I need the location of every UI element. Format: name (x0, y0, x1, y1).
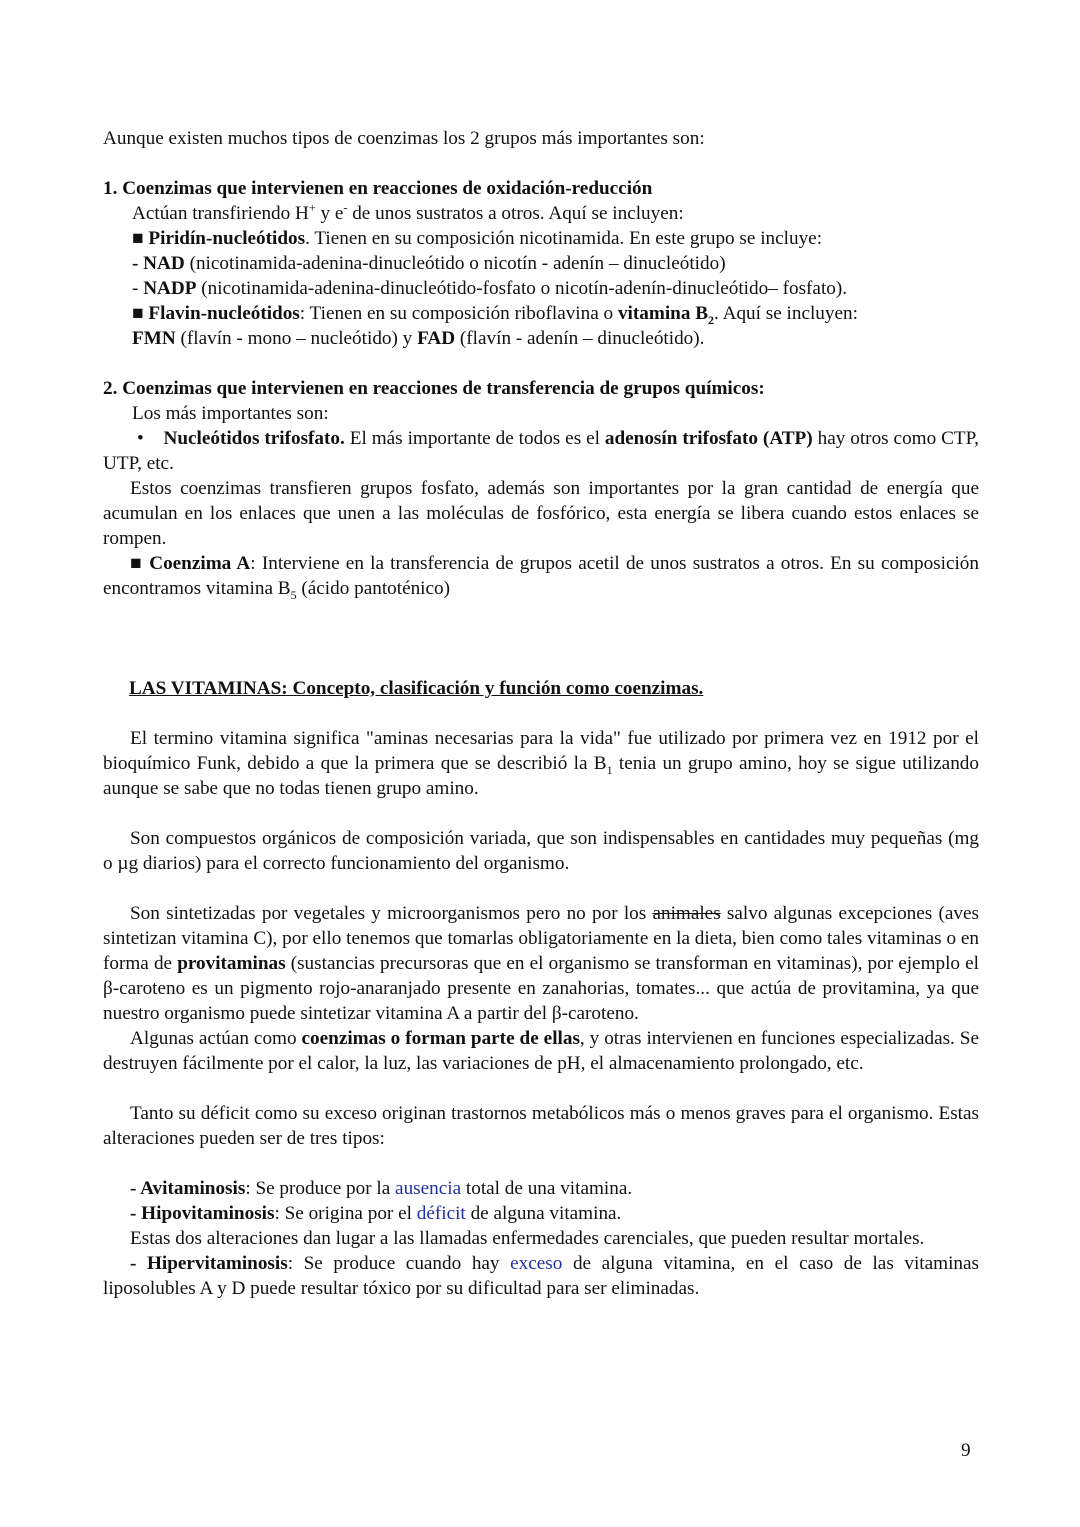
square-bullet-icon: ■ (132, 228, 144, 249)
square-bullet-icon: ■ (130, 553, 143, 574)
fmn-fad-line: FMN (flavín - mono – nucleótido) y FAD (flavín - adenín – dinucleótido). (132, 328, 705, 349)
nucleotidos-item: • Nucleótidos trifosfato. El más importante de todos es el adenosín trifosfato (ATP) hay otros como CTP, UTP, etc. (103, 428, 979, 474)
vitaminas-paragraph-3: Son sintetizadas por vegetales y microorganismos pero no por los animales salvo algunas excepciones (aves sintetizan vitamina C), por ello tenemos que tomarlas obligatoriamente en la dieta, bien como tales vitaminas o en forma de provitaminas (sustancias precursoras que en el organismo se transforman en vitaminas), por ejemplo el β-caroteno es un pigmento rojo-anaranjado presente en zanahorias, tomates... que actúa de provitamina, ya que nuestro organismo puede sintetizar vitamina A a partir del β-caroteno. (103, 903, 979, 1024)
vitaminas-title: LAS VITAMINAS: Concepto, clasificación y función como coenzimas. (129, 678, 704, 699)
section-1-actuan: Actúan transfiriendo H+ y e- de unos sustratos a otros. Aquí se incluyen: (132, 200, 684, 224)
section-2-heading: 2. Coenzimas que intervienen en reacciones de transferencia de grupos químicos: (103, 378, 765, 399)
vitaminas-paragraph-1: El termino vitamina significa "aminas necesarias para la vida" fue utilizado por primera vez en 1912 por el bioquímico Funk, debido a que la primera que se describió la $B_1$ tenia un grupo amino, hoy se sigue utilizando aunque se sabe que no todas tienen grupo amino. (103, 728, 979, 799)
intro-text: Aunque existen muchos tipos de coenzimas los 2 grupos más importantes son: (103, 128, 705, 149)
nad-line: - NAD (nicotinamida-adenina-dinucleótido o nicotín - adenín – dinucleótido) (132, 253, 726, 274)
hipervitaminosis-item: - Hipervitaminosis: Se produce cuando hay exceso de alguna vitamina, en el caso de las vitaminas liposolubles A y D puede resultar tóxico por su dificultad para ser eliminadas. (103, 1253, 979, 1299)
carenciales-note: Estas dos alteraciones dan lugar a las llamadas enfermedades carenciales, que pueden resultar mortales. (130, 1228, 925, 1249)
coenzima-a-item: ■ Coenzima A: Interviene en la transferencia de grupos acetil de unos sustratos a otros. En su composición encontramos vitamina $B_5$ (ácido pantoténico) (103, 553, 979, 602)
avitaminosis-item: - Avitaminosis: Se produce por la ausencia total de una vitamina. (130, 1178, 633, 1199)
hipovitaminosis-item: - Hipovitaminosis: Se origina por el déficit de alguna vitamina. (130, 1203, 622, 1224)
nadp-line: - NADP (nicotinamida-adenina-dinucleótido-fosfato o nicotín-adenín-dinucleótido– fosfato). (132, 278, 848, 299)
section-1-heading: 1. Coenzimas que intervienen en reacciones de oxidación-reducción (103, 178, 653, 199)
vitaminas-paragraph-2: Son compuestos orgánicos de composición variada, que son indispensables en cantidades muy pequeñas (mg o µg diarios) para el correcto funcionamiento del organismo. (103, 828, 979, 874)
square-bullet-icon: ■ (132, 303, 144, 324)
vitaminas-paragraph-5: Tanto su déficit como su exceso originan trastornos metabólicos más o menos graves para el organismo. Estas alteraciones pueden ser de tres tipos: (103, 1103, 979, 1149)
transfer-paragraph: Estos coenzimas transfieren grupos fosfato, además son importantes por la gran cantidad de energía que acumulan en los enlaces que unen a las moléculas de fosfórico, esta energía se libera cuando estos enlaces se rompen. (103, 478, 979, 549)
page-number: 9 (961, 1440, 971, 1461)
piridin-item: ■ Piridín-nucleótidos. Tienen en su composición nicotinamida. En este grupo se incluye: (132, 228, 823, 249)
flavin-item: ■ Flavin-nucleótidos: Tienen en su composición riboflavina o vitamina $B_2$. Aquí se incluyen: (132, 303, 858, 327)
round-bullet-icon: • (137, 428, 144, 449)
document-page (103, 126, 979, 1301)
vitaminas-paragraph-4: Algunas actúan como coenzimas o forman parte de ellas, y otras intervienen en funciones especializadas. Se destruyen fácilmente por el calor, la luz, las variaciones de pH, el almacenamiento prolongado, etc. (103, 1028, 979, 1074)
section-2-lead: Los más importantes son: (132, 403, 329, 424)
